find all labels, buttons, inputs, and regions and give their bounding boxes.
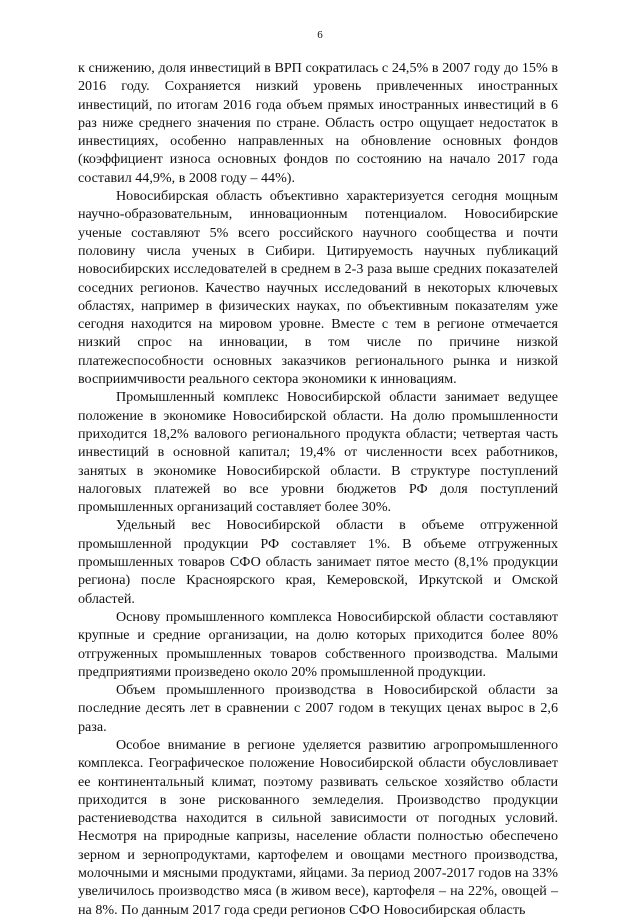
paragraph-industry-structure: Основу промышленного комплекса Новосибирской области составляют крупные и средние организации, на долю которых приходится более 80% отгруженных промышленных товаров собственного производства. Малыми предприятиями произведено около 20% промышленной продукции. xyxy=(78,608,558,680)
paragraph-industrial-complex: Промышленный комплекс Новосибирской области занимает ведущее положение в экономике Новосибирской области. На долю промышленности приходится 18,2% валового регионального продукта области; четвертая часть инвестиций в основной капитал; 19,4% от численности всех работников, занятых в экономике Новосибирской области. В структуре поступлений налоговых платежей во все уровни бюджетов РФ доля поступлений промышленных организаций составляет более 30%. xyxy=(78,389,558,516)
paragraph-investment-decline: к снижению, доля инвестиций в ВРП сократилась с 24,5% в 2007 году до 15% в 2016 году. Сохраняется низкий уровень привлеченных иностранных инвестиций, по итогам 2016 года объем прямых иностранных инвестиций в 6 раз ниже среднего значения по стране. Область остро ощущает недостаток в инвестициях, особенно направленных на обновление основных фондов (коэффициент износа основных фондов по состоянию на начало 2017 года составил 44,9%, в 2008 году – 44%). xyxy=(78,60,558,186)
paragraph-scientific-potential: Новосибирская область объективно характеризуется сегодня мощным научно-образовательным, инновационным потенциалом. Новосибирские ученые составляют 5% всего российского научного сообщества и почти половину числа ученых в Сибири. Цитируемость научных публикаций новосибирских исследователей в среднем в 2-3 раза выше средних показателей соседних регионов. Качество научных исследований в некоторых ключевых областях, например в физических науках, по объективным показателям уже сегодня находится на мировом уровне. Вместе с тем в регионе отмечается низкий спрос на инновации, в том числе по причине низкой платежеспособности основных заказчиков регионального рынка и низкой восприимчивости реального сектора экономики к инновациям. xyxy=(78,188,558,388)
paragraph-industrial-share: Удельный вес Новосибирской области в объеме отгруженной промышленной продукции РФ составляет 1%. В объеме отгруженных промышленных товаров СФО область занимает пятое место (8,1% продукции региона) после Красноярского края, Кемеровской, Иркутской и Омской областей. xyxy=(78,517,558,607)
document-body xyxy=(78,59,558,919)
paragraph-production-growth: Объем промышленного производства в Новосибирской области за последние десять лет в сравнении с 2007 годом в текущих ценах вырос в 2,6 раза. xyxy=(78,682,558,735)
paragraph-agro-complex: Особое внимание в регионе уделяется развитию агропромышленного комплекса. Географическое положение Новосибирской области обусловливает ее континентальный климат, поэтому развивать сельское хозяйство области приходится в зоне рискованного земледелия. Производство продукции растениеводства находится в сильной зависимости от погодных условий. Несмотря на природные капризы, население области полностью обеспечено зерном и зернопродуктами, картофелем и овощами местного производства, молочными и мясными продуктами, яйцами. За период 2007-2017 годов на 33% увеличилось производство мяса (в живом весе), картофеля – на 22%, овощей – на 8%. По данным 2017 года среди регионов СФО Новосибирская область xyxy=(78,736,558,918)
page-number: 6 xyxy=(317,29,323,41)
